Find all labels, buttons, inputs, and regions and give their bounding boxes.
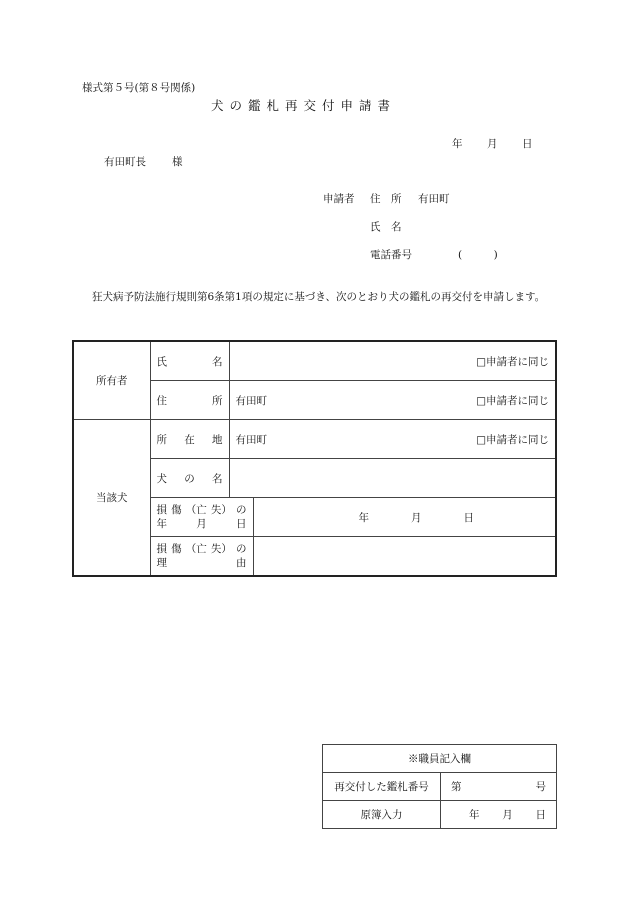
loss-date-day: 日: [463, 511, 474, 524]
reissue-number-prefix: 第: [451, 781, 462, 793]
loss-date-year: 年: [358, 511, 369, 524]
staff-box-title: ※職員記入欄: [323, 745, 557, 773]
dog-location-cell[interactable]: [229, 420, 556, 459]
register-month: 月: [502, 809, 513, 821]
loss-date-label: 損 傷 （亡 失） の 年 月 日: [150, 498, 253, 537]
form-number: 様式第５号(第８号関係): [82, 82, 196, 94]
reissue-number-cell[interactable]: [441, 773, 557, 801]
staff-use-box: [322, 744, 557, 829]
loss-date-cell[interactable]: [253, 498, 556, 537]
owner-address-value: 有田町: [235, 394, 267, 407]
date-day: 日: [522, 138, 533, 150]
dog-name-label: 犬 の 名: [150, 459, 229, 498]
addressee-honorific: 様: [172, 156, 183, 168]
register-day: 日: [535, 809, 546, 821]
applicant-address-label: 住 所: [370, 193, 402, 205]
applicant-label: 申請者: [323, 193, 355, 205]
loss-reason-label: 損 傷 （亡 失） の 理 由: [150, 537, 253, 577]
loss-date-month: 月: [411, 511, 422, 524]
dog-group-label: 当該犬: [73, 420, 150, 577]
page-title: 犬の鑑札再交付申請書: [211, 98, 397, 113]
body-text: 狂犬病予防法施行規則第6条第1項の規定に基づき、次のとおり犬の鑑札の再交付を申請します。: [92, 291, 546, 303]
owner-address-label: 住 所: [150, 381, 229, 420]
dog-location-label: 所 在 地: [150, 420, 229, 459]
register-input-cell[interactable]: [441, 801, 557, 829]
loss-reason-cell[interactable]: [253, 537, 556, 577]
dog-location-value: 有田町: [235, 433, 267, 446]
dog-location-same-checkbox[interactable]: □申請者に同じ: [476, 433, 549, 446]
application-table: [72, 340, 557, 577]
applicant-phone-parens: ( ): [458, 249, 498, 261]
owner-address-cell[interactable]: [229, 381, 556, 420]
applicant-address-value: 有田町: [418, 193, 450, 205]
owner-name-cell[interactable]: [229, 341, 556, 381]
register-year: 年: [469, 809, 480, 821]
dog-name-cell[interactable]: [229, 459, 556, 498]
owner-group-label: 所有者: [73, 341, 150, 420]
date-year: 年: [452, 138, 463, 150]
applicant-phone-label: 電話番号: [370, 249, 412, 261]
owner-name-label: 氏 名: [150, 341, 229, 381]
owner-name-same-checkbox[interactable]: □申請者に同じ: [476, 355, 549, 368]
reissue-number-suffix: 号: [535, 781, 546, 793]
date-month: 月: [487, 138, 498, 150]
register-input-label: 原簿入力: [323, 801, 441, 829]
reissue-number-label: 再交付した鑑札番号: [323, 773, 441, 801]
owner-address-same-checkbox[interactable]: □申請者に同じ: [476, 394, 549, 407]
applicant-name-label: 氏 名: [370, 221, 402, 233]
addressee-name: 有田町長: [104, 156, 146, 168]
